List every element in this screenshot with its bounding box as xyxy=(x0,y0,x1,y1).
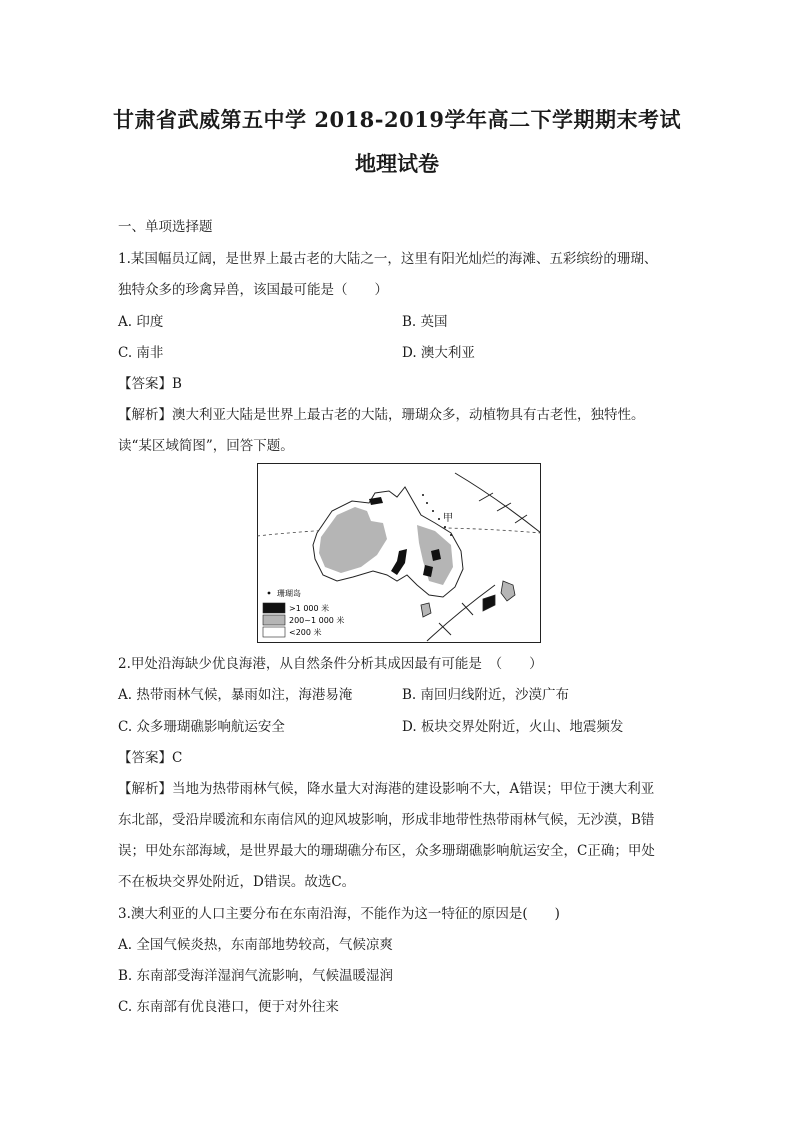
map-intro: 读“某区域简图”，回答下题。 xyxy=(118,438,294,454)
q2-analysis-line1: 【解析】当地为热带雨林气候，降水量大对海港的建设影响不大，A错误；甲位于澳大利亚 xyxy=(118,781,655,797)
legend-coral-label: 珊瑚岛 xyxy=(277,589,301,598)
legend-low-swatch xyxy=(263,627,285,637)
exam-title: 甘肃省武威第五中学 2018-2019学年高二下学期期末考试 xyxy=(113,107,681,132)
q1-option-c: C. 南非 xyxy=(118,345,164,361)
q2-option-c: C. 众多珊瑚礁影响航运安全 xyxy=(118,719,285,735)
q3-stem: 3.澳大利亚的人口主要分布在东南沿海，不能作为这一特征的原因是( ) xyxy=(118,906,560,922)
q2-answer: 【答案】C xyxy=(118,750,183,766)
q2-stem: 2.甲处沿海缺少优良海港，从自然条件分析其成因最有可能是 （ ） xyxy=(118,656,543,672)
q1-stem-line2: 独特众多的珍禽异兽，该国最可能是（ ） xyxy=(118,282,388,298)
q1-option-b: B. 英国 xyxy=(402,314,448,330)
q3-option-c: C. 东南部有优良港口，便于对外往来 xyxy=(118,999,339,1015)
legend-mid-swatch xyxy=(263,615,285,625)
q3-option-a: A. 全国气候炎热，东南部地势较高，气候凉爽 xyxy=(118,937,393,953)
q2-option-d: D. 板块交界处附近，火山、地震频发 xyxy=(402,719,624,735)
q1-answer: 【答案】B xyxy=(118,376,182,392)
q3-option-b: B. 东南部受海洋湿润气流影响，气候温暖湿润 xyxy=(118,968,394,984)
label-jia: 甲 xyxy=(443,513,453,524)
legend-high-swatch xyxy=(263,603,285,613)
region-map xyxy=(257,463,541,643)
exam-subtitle: 地理试卷 xyxy=(355,151,439,176)
q1-stem-line1: 1.某国幅员辽阔，是世界上最古老的大陆之一，这里有阳光灿烂的海滩、五彩缤纷的珊瑚、 xyxy=(118,251,658,267)
q1-analysis: 【解析】澳大利亚大陆是世界上最古老的大陆，珊瑚众多，动植物具有古老性，独特性。 xyxy=(118,407,645,423)
legend-low-label: <200 米 xyxy=(289,628,322,637)
section-heading: 一、单项选择题 xyxy=(118,219,213,235)
q1-option-d: D. 澳大利亚 xyxy=(402,345,475,361)
q2-analysis-line2: 东北部，受沿岸暖流和东南信风的迎风坡影响，形成非地带性热带雨林气候，无沙漠，B错 xyxy=(118,812,655,828)
legend-coral-symbol xyxy=(268,592,271,595)
legend-high-label: >1 000 米 xyxy=(289,604,330,613)
q2-analysis-line4: 不在板块交界处附近，D错误。故选C。 xyxy=(118,874,356,890)
q2-analysis-line3: 误；甲处东部海域，是世界最大的珊瑚礁分布区，众多珊瑚礁影响航运安全，C正确；甲处 xyxy=(118,843,655,859)
q2-option-b: B. 南回归线附近，沙漠广布 xyxy=(402,687,570,703)
legend-mid-label: 200~1 000 米 xyxy=(289,616,345,625)
q2-option-a: A. 热带雨林气候，暴雨如注，海港易淹 xyxy=(118,687,353,703)
q1-option-a: A. 印度 xyxy=(118,314,164,330)
